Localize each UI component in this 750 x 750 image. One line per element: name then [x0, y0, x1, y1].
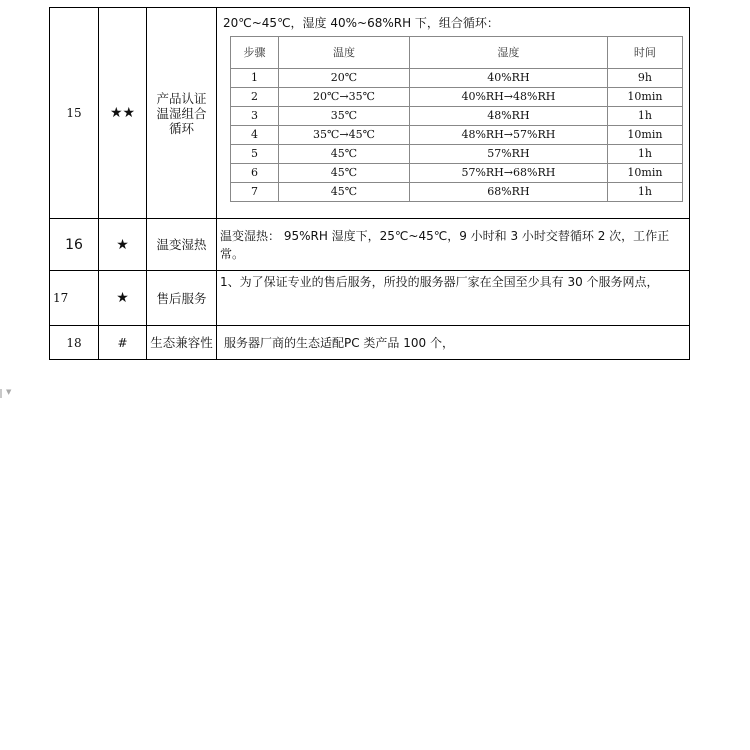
item-description: 温变湿热： 95%RH 湿度下，25℃~45℃，9 小时和 3 小时交替循环 2 次，工作正常。 — [217, 219, 690, 271]
col-header-temperature: 温度 — [278, 37, 409, 69]
item-name: 售后服务 — [147, 271, 217, 326]
steps-row — [231, 183, 683, 202]
table-row — [50, 326, 690, 360]
step-cell: 3 — [231, 107, 279, 126]
item-name: 温变湿热 — [147, 219, 217, 271]
priority-stars: ★ — [99, 271, 147, 326]
humidity-cell: 40%RH→48%RH — [409, 88, 607, 107]
row-number: 15 — [50, 8, 99, 219]
col-header-step: 步骤 — [231, 37, 279, 69]
item-description: 1、为了保证专业的售后服务，所投的服务器厂家在全国至少具有 30 个服务网点， — [217, 271, 690, 326]
time-cell: 1h — [607, 183, 682, 202]
requirements-table — [49, 7, 690, 360]
humidity-cell: 57%RH — [409, 145, 607, 164]
row-number: 18 — [50, 326, 99, 360]
temperature-cell: 45℃ — [278, 183, 409, 202]
time-cell: 10min — [607, 126, 682, 145]
item-description: 服务器厂商的生态适配PC 类产品 100 个， — [217, 326, 690, 360]
time-cell: 10min — [607, 164, 682, 183]
humidity-cell: 68%RH — [409, 183, 607, 202]
steps-header-row — [231, 37, 683, 69]
time-cell: 10min — [607, 88, 682, 107]
col-header-time: 时间 — [607, 37, 682, 69]
item-name-text: 产品认证温湿组合循环 — [156, 90, 207, 136]
time-cell: 9h — [607, 69, 682, 88]
steps-row — [231, 145, 683, 164]
time-cell: 1h — [607, 145, 682, 164]
steps-row — [231, 107, 683, 126]
item-description — [217, 8, 690, 219]
humidity-cell: 48%RH→57%RH — [409, 126, 607, 145]
priority-stars: ★ — [99, 219, 147, 271]
time-cell: 1h — [607, 107, 682, 126]
temperature-cell: 20℃→35℃ — [278, 88, 409, 107]
table-row — [50, 271, 690, 326]
steps-row — [231, 88, 683, 107]
priority-mark: # — [99, 326, 147, 360]
temperature-cell: 45℃ — [278, 164, 409, 183]
temperature-cell: 45℃ — [278, 145, 409, 164]
step-cell: 5 — [231, 145, 279, 164]
cycle-steps-table — [230, 36, 683, 202]
table-row — [50, 8, 690, 219]
dropdown-arrow-icon: ▼ — [6, 388, 12, 396]
row-number: 17 — [50, 271, 99, 326]
temperature-cell: 35℃→45℃ — [278, 126, 409, 145]
priority-stars: ★★ — [99, 8, 147, 219]
col-header-humidity: 湿度 — [409, 37, 607, 69]
humidity-cell: 48%RH — [409, 107, 607, 126]
humidity-cell: 40%RH — [409, 69, 607, 88]
steps-row — [231, 164, 683, 183]
cycle-intro: 20℃~45℃，湿度 40%~68%RH 下，组合循环： — [223, 16, 499, 30]
steps-row — [231, 126, 683, 145]
step-cell: 6 — [231, 164, 279, 183]
paragraph-marker — [0, 389, 2, 398]
step-cell: 2 — [231, 88, 279, 107]
step-cell: 4 — [231, 126, 279, 145]
temperature-cell: 35℃ — [278, 107, 409, 126]
item-name — [147, 8, 217, 219]
humidity-cell: 57%RH→68%RH — [409, 164, 607, 183]
row-number: 16 — [50, 219, 99, 271]
step-cell: 7 — [231, 183, 279, 202]
table-row — [50, 219, 690, 271]
step-cell: 1 — [231, 69, 279, 88]
temperature-cell: 20℃ — [278, 69, 409, 88]
item-name: 生态兼容性 — [147, 326, 217, 360]
steps-row — [231, 69, 683, 88]
